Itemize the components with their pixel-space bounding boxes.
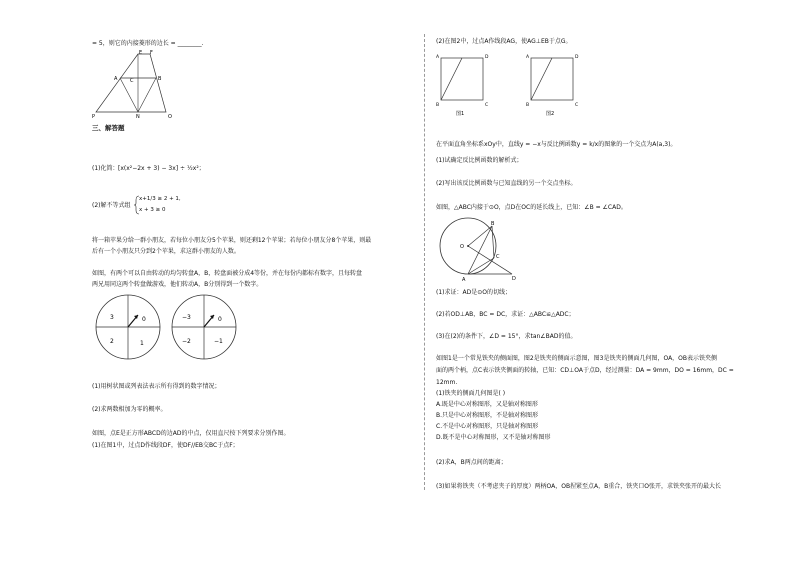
q5-tail-text: = 5，则它的内接菱形的边长 = ________. [92, 40, 204, 47]
ineq-line1: x+1/3 ≥ 2 + 1, [139, 196, 181, 202]
spinner-question-2: (2)求两数相加为零的概率。 [92, 406, 167, 413]
circle-question-2: (2)若OD⊥AB，BC = DC，求证：△ABC≌△ADC； [436, 311, 575, 318]
disk-b-value: −1 [214, 338, 223, 345]
label-D: D [575, 55, 579, 60]
disk-a-value: 1 [140, 340, 144, 347]
label-D: D [512, 276, 516, 282]
label-F: F [150, 50, 153, 56]
spinner-disk-a [94, 293, 162, 361]
spinner-line1: 如图，有两个可以自由转动的均匀转盘A，B，转盘面被分成4等份，并在每份内都标有数字，且每转盘 [92, 270, 363, 277]
label-B: B [158, 76, 162, 82]
square-figure-1 [436, 52, 492, 118]
label-E: E [139, 50, 143, 56]
square-line1: 如图，点E是正方形ABCD的边AD的中点，仅用直尺按下列要求分别作图。 [92, 430, 290, 437]
disk-a-value: 0 [142, 316, 146, 323]
label-C: C [575, 103, 579, 108]
disk-a-value: 3 [110, 314, 114, 321]
circle-question-1: (1)求证：AD是⊙O的切线； [436, 289, 511, 296]
option-d: D.既不是中心对称图形，又不是轴对称图形 [436, 434, 551, 441]
label-A: A [462, 277, 466, 283]
label-A: A [436, 55, 440, 60]
label-B: B [526, 103, 530, 108]
inverse-function-intro: 在平面直角坐标系xOy中，直线y = −x与反比例函数y = k/x的图象的一个交点为A(a,3)。 [436, 141, 677, 148]
clip-question-2: (2)求A，B两点间的距离； [436, 459, 507, 466]
option-a: A.既是中心对称图形，又是轴对称图形 [436, 401, 538, 408]
figure-caption: 图2 [546, 111, 555, 117]
circle-intro: 如图，△ABC内接于⊙O，点D在OC的延长线上，已知：∠B = ∠CAD。 [436, 204, 627, 211]
disk-b-value: −3 [182, 314, 191, 321]
disk-a-value: 2 [110, 338, 114, 345]
square-figure-2 [526, 52, 582, 118]
label-A: A [526, 55, 530, 60]
label-B: B [436, 103, 440, 108]
label-D: D [485, 55, 489, 60]
spinner-line2: 两兄用同这两个转盘做游戏，他们转动A，B分别得到一个数字。 [92, 281, 263, 288]
label-C: C [496, 254, 500, 260]
calc-label: (1)化简： [92, 165, 119, 172]
disk-b-value: 0 [218, 316, 222, 323]
clip-question-1: (1)铁夹的侧面几何图是( ) [436, 390, 506, 397]
calc-expression: [x(x²−2x + 3) − 3x] ÷ ½x²； [118, 165, 205, 172]
spinner-disk-b [170, 293, 238, 361]
section-heading: 三、解答题 [92, 124, 125, 132]
disk-b-value: −2 [182, 338, 191, 345]
apples-line1: 将一箱苹果分给一群小朋友，若每位小朋友分5个苹果，则还剩12个苹果；若每位小朋友分8个苹果，则最 [92, 237, 372, 244]
square-line2: (1)在图1中，过点D作线段DF，使DF//EB交BC于点F； [92, 442, 239, 449]
label-A: A [114, 76, 118, 82]
spinner-question-1: (1)用树状图或列表法表示所有得到的数字情况； [92, 383, 221, 390]
label-O: O [460, 244, 464, 250]
label-B: B [491, 221, 495, 227]
clip-question-3: (3)如果将铁夹（不考虑夹子的厚度）两柄OA，OB捏紧至点A，B重合，铁夹口O张开，求铁夹张开的最大长 [436, 483, 722, 490]
figure-caption: 图1 [456, 111, 465, 117]
label-O: O [168, 114, 172, 120]
square-question-2: (2)在图2中，过点A作线段AG，使AG⊥EB于点G。 [436, 38, 572, 45]
clip-line2: 面的两个柄，点C表示铁夹侧面的转轴，已知：CD⊥OA于点D，经过测量：DA = 9mm，DO = 16mm，DC = [436, 367, 734, 374]
option-c: C.不是中心对称图形，只是轴对称图形 [436, 423, 539, 430]
option-b: B.只是中心对称图形，不是轴对称图形 [436, 412, 539, 419]
label-P: P [92, 114, 96, 120]
clip-line3: 12mm. [436, 379, 458, 386]
clip-line1: 如图1是一个常见铁夹的侧面图，图2是铁夹的侧面示意图，图3是铁夹的侧面几何图，OA，OB表示铁夹侧 [436, 355, 718, 362]
trapezoid-figure [90, 50, 180, 120]
apples-line2: 后有一个小朋友只分到2个苹果，求这群小朋友的人数。 [92, 248, 240, 255]
circle-figure [436, 216, 526, 284]
label-C: C [130, 78, 134, 84]
column-divider [424, 34, 425, 490]
ineq-line2: x + 3 ≥ 0 [139, 207, 166, 213]
circle-question-3: (3)在(2)的条件下，∠D = 15°，求tan∠BAD的值。 [436, 333, 577, 340]
inverse-question-2: (2)写出该反比例函数与已知直线的另一个交点坐标。 [436, 180, 577, 187]
label-C: C [485, 103, 489, 108]
inverse-question-1: (1)试确定反比例函数的解析式； [436, 157, 523, 164]
ineq-label: (2)解不等式组 [92, 202, 131, 209]
label-N: N [136, 114, 140, 120]
